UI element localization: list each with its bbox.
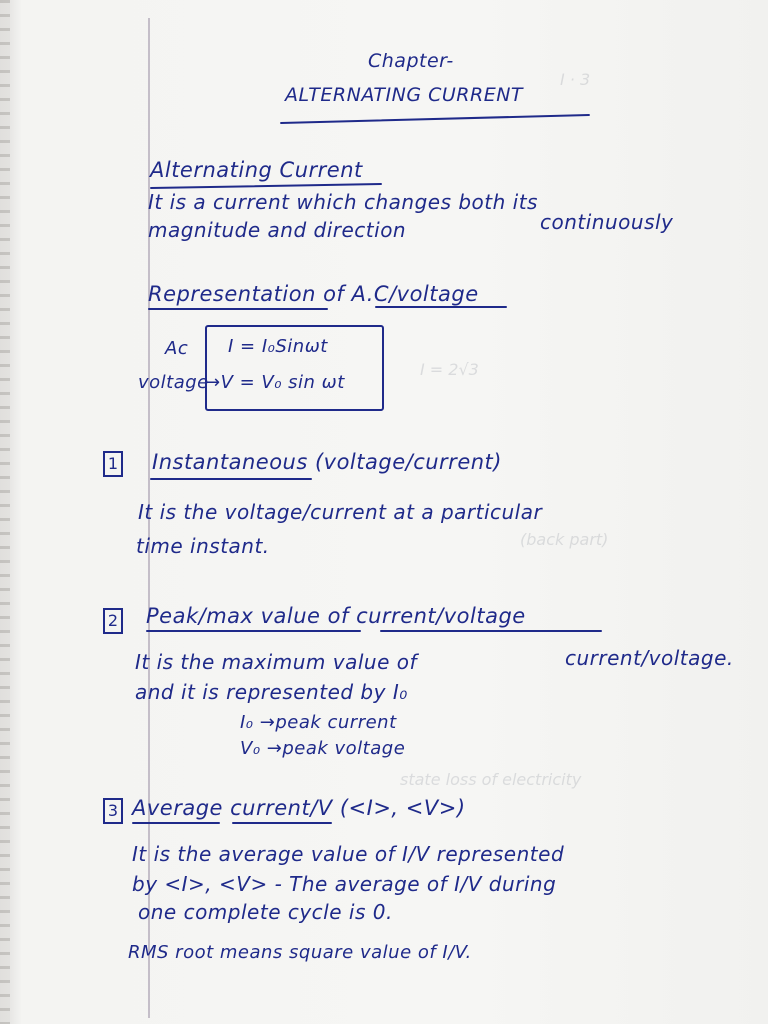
voltage-label: voltage: [138, 372, 209, 393]
ac-label: Ac: [165, 338, 189, 359]
instantaneous-heading: Instantaneous (voltage/current): [152, 450, 502, 474]
section-heading-ac: Alternating Current: [150, 158, 363, 182]
binding-edge: [0, 0, 10, 1024]
heading-underline: [375, 306, 507, 308]
peak-current-label: I₀ →peak current: [240, 712, 397, 733]
heading-underline: [148, 308, 328, 310]
item-number-2: 2: [103, 608, 123, 634]
title-underline: [280, 114, 590, 124]
average-line-1: It is the average value of I/V represented: [132, 842, 565, 866]
item-number-1: 1: [103, 451, 123, 477]
instantaneous-line-2: time instant.: [136, 534, 270, 558]
bleed-through: state loss of electricity: [400, 770, 582, 789]
bleed-through: (back part): [520, 530, 609, 549]
current-formula: I = I₀Sinωt: [228, 336, 328, 357]
ac-definition-line-1: It is a current which changes both its: [148, 190, 538, 214]
average-line-2: by <I>, <V> - The average of I/V during: [132, 872, 557, 896]
heading-underline: [132, 822, 220, 824]
heading-underline: [146, 630, 361, 632]
voltage-formula: →V = V₀ sin ωt: [205, 372, 345, 393]
heading-underline: [150, 478, 312, 480]
heading-underline: [380, 630, 602, 632]
item-number-3: 3: [103, 798, 123, 824]
average-line-3: one complete cycle is 0.: [138, 900, 393, 924]
peak-line-1: It is the maximum value of: [135, 650, 418, 674]
bleed-through: I = 2√3: [420, 360, 479, 379]
average-heading: Average current/V (<I>, <V>): [132, 796, 466, 820]
bleed-through: I · 3: [560, 70, 591, 89]
peak-line-1-right: current/voltage.: [565, 646, 734, 670]
heading-underline: [232, 822, 332, 824]
peak-line-2: and it is represented by I₀: [135, 680, 408, 704]
instantaneous-line-1: It is the voltage/current at a particular: [138, 500, 543, 524]
chapter-title: ALTERNATING CURRENT: [285, 84, 524, 106]
ac-definition-line-2-right: continuously: [540, 210, 674, 234]
peak-heading: Peak/max value of current/voltage: [146, 604, 526, 628]
representation-heading: Representation of A.C/voltage: [148, 282, 479, 306]
rms-line: RMS root means square value of I/V.: [128, 942, 472, 963]
chapter-label: Chapter-: [368, 50, 454, 72]
peak-voltage-label: V₀ →peak voltage: [240, 738, 406, 759]
ac-definition-line-2: magnitude and direction: [148, 218, 407, 242]
heading-underline: [150, 183, 382, 189]
